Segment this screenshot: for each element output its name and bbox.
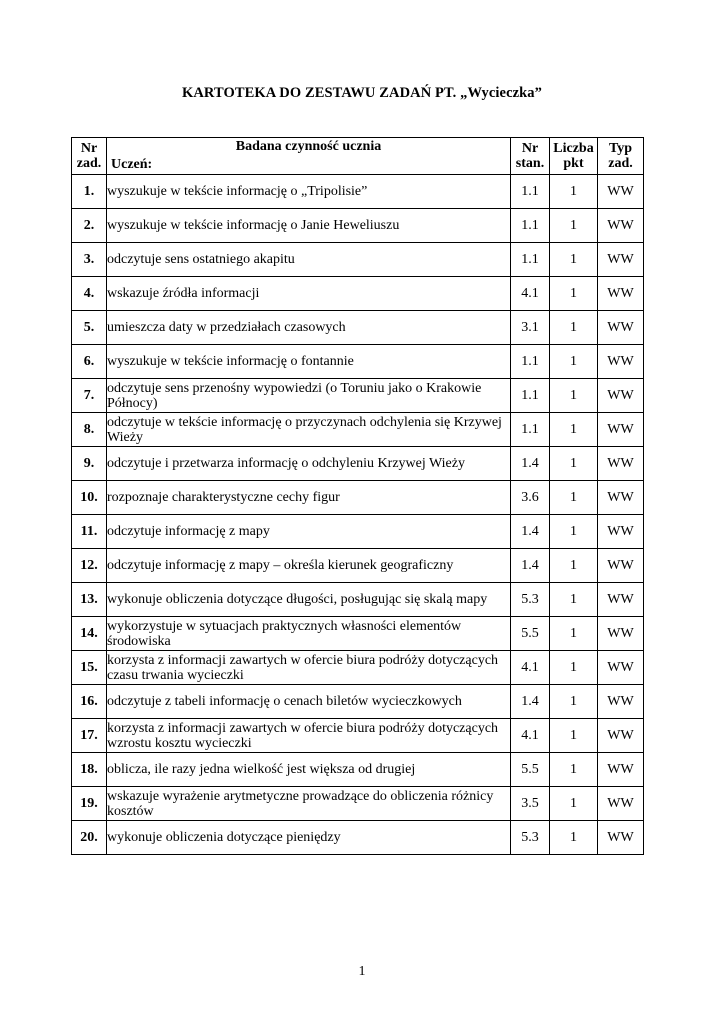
activity-cell: odczytuje z tabeli informację o cenach biletów wycieczkowych [107, 685, 511, 719]
activity-cell: wyszukuje w tekście informację o Janie Heweliuszu [107, 209, 511, 243]
points-cell: 1 [550, 209, 598, 243]
table-row [72, 583, 644, 617]
task-number-cell: 17. [72, 719, 107, 753]
task-type-cell: WW [598, 243, 644, 277]
task-type-cell: WW [598, 447, 644, 481]
task-type-cell: WW [598, 209, 644, 243]
points-cell: 1 [550, 175, 598, 209]
activity-cell: wykorzystuje w sytuacjach praktycznych własności elementów środowiska [107, 617, 511, 651]
activity-cell: wyszukuje w tekście informację o „Tripolisie” [107, 175, 511, 209]
task-type-cell: WW [598, 345, 644, 379]
activity-cell: korzysta z informacji zawartych w ofercie biura podróży dotyczących czasu trwania wycieczki [107, 651, 511, 685]
header-standard-number-line1: Nr [521, 141, 539, 156]
task-number-cell: 16. [72, 685, 107, 719]
activity-cell: korzysta z informacji zawartych w ofercie biura podróży dotyczących wzrostu kosztu wycieczki [107, 719, 511, 753]
standard-number-cell: 4.1 [511, 719, 550, 753]
activity-cell: umieszcza daty w przedziałach czasowych [107, 311, 511, 345]
table-row [72, 617, 644, 651]
points-cell: 1 [550, 719, 598, 753]
table-row [72, 447, 644, 481]
points-cell: 1 [550, 481, 598, 515]
task-number-cell: 6. [72, 345, 107, 379]
header-task-type-line1: Typ [608, 141, 633, 156]
task-number-cell: 4. [72, 277, 107, 311]
points-cell: 1 [550, 753, 598, 787]
table-row [72, 311, 644, 345]
task-number-cell: 14. [72, 617, 107, 651]
points-cell: 1 [550, 787, 598, 821]
standard-number-cell: 1.1 [511, 175, 550, 209]
activity-cell: oblicza, ile razy jedna wielkość jest większa od drugiej [107, 753, 511, 787]
task-number-cell: 20. [72, 821, 107, 855]
standard-number-cell: 1.4 [511, 685, 550, 719]
document-title: KARTOTEKA DO ZESTAWU ZADAŃ PT. „Wycieczka” [181, 85, 543, 101]
table-row [72, 413, 644, 447]
task-type-cell: WW [598, 651, 644, 685]
activity-cell: wykonuje obliczenia dotyczące pieniędzy [107, 821, 511, 855]
table-row [72, 481, 644, 515]
points-cell: 1 [550, 413, 598, 447]
task-number-cell: 5. [72, 311, 107, 345]
table-row [72, 243, 644, 277]
task-number-cell: 12. [72, 549, 107, 583]
activity-cell: odczytuje informację z mapy [107, 515, 511, 549]
points-cell: 1 [550, 311, 598, 345]
standard-number-cell: 1.4 [511, 447, 550, 481]
activity-cell: wyszukuje w tekście informację o fontannie [107, 345, 511, 379]
standard-number-cell: 1.1 [511, 243, 550, 277]
activity-cell: wskazuje źródła informacji [107, 277, 511, 311]
header-points-line2: pkt [563, 156, 584, 171]
task-number-cell: 3. [72, 243, 107, 277]
task-number-cell: 9. [72, 447, 107, 481]
task-number-cell: 2. [72, 209, 107, 243]
task-number-cell: 10. [72, 481, 107, 515]
table-header-row [72, 138, 644, 175]
points-cell: 1 [550, 651, 598, 685]
standard-number-cell: 3.1 [511, 311, 550, 345]
task-type-cell: WW [598, 583, 644, 617]
task-type-cell: WW [598, 481, 644, 515]
activity-cell: odczytuje w tekście informację o przyczynach odchylenia się Krzywej Wieży [107, 413, 511, 447]
header-points [550, 138, 598, 175]
activity-cell: wykonuje obliczenia dotyczące długości, posługując się skalą mapy [107, 583, 511, 617]
table-row [72, 787, 644, 821]
points-cell: 1 [550, 447, 598, 481]
table-row [72, 379, 644, 413]
standard-number-cell: 1.1 [511, 209, 550, 243]
standard-number-cell: 1.1 [511, 345, 550, 379]
points-cell: 1 [550, 583, 598, 617]
header-activity-subtitle: Uczeń: [111, 157, 153, 172]
points-cell: 1 [550, 549, 598, 583]
table-row [72, 821, 644, 855]
task-type-cell: WW [598, 311, 644, 345]
standard-number-cell: 1.4 [511, 515, 550, 549]
task-type-cell: WW [598, 753, 644, 787]
standard-number-cell: 5.5 [511, 753, 550, 787]
task-type-cell: WW [598, 821, 644, 855]
task-type-cell: WW [598, 685, 644, 719]
task-number-cell: 13. [72, 583, 107, 617]
table-row [72, 753, 644, 787]
task-table [71, 137, 644, 855]
table-row [72, 549, 644, 583]
table-row [72, 515, 644, 549]
header-activity [107, 138, 511, 175]
page-number: 1 [358, 964, 366, 979]
standard-number-cell: 5.3 [511, 583, 550, 617]
table-row [72, 175, 644, 209]
task-number-cell: 11. [72, 515, 107, 549]
standard-number-cell: 1.4 [511, 549, 550, 583]
activity-cell: rozpoznaje charakterystyczne cechy figur [107, 481, 511, 515]
task-type-cell: WW [598, 413, 644, 447]
activity-cell: wskazuje wyrażenie arytmetyczne prowadzące do obliczenia różnicy kosztów [107, 787, 511, 821]
header-task-number-line2: zad. [76, 156, 102, 171]
table-row [72, 719, 644, 753]
standard-number-cell: 1.1 [511, 379, 550, 413]
table-row [72, 345, 644, 379]
table-row [72, 209, 644, 243]
task-number-cell: 1. [72, 175, 107, 209]
points-cell: 1 [550, 617, 598, 651]
task-number-cell: 19. [72, 787, 107, 821]
task-type-cell: WW [598, 617, 644, 651]
activity-cell: odczytuje sens przenośny wypowiedzi (o Toruniu jako o Krakowie Północy) [107, 379, 511, 413]
header-points-line1: Liczba [553, 141, 594, 156]
header-standard-number [511, 138, 550, 175]
task-type-cell: WW [598, 379, 644, 413]
task-number-cell: 7. [72, 379, 107, 413]
standard-number-cell: 3.5 [511, 787, 550, 821]
header-task-number-line1: Nr [80, 141, 98, 156]
task-type-cell: WW [598, 787, 644, 821]
task-type-cell: WW [598, 175, 644, 209]
header-standard-number-line2: stan. [515, 156, 545, 171]
points-cell: 1 [550, 821, 598, 855]
header-task-type-line2: zad. [608, 156, 633, 171]
standard-number-cell: 3.6 [511, 481, 550, 515]
header-task-number [72, 138, 107, 175]
activity-cell: odczytuje informację z mapy – określa kierunek geograficzny [107, 549, 511, 583]
points-cell: 1 [550, 379, 598, 413]
activity-cell: odczytuje i przetwarza informację o odchyleniu Krzywej Wieży [107, 447, 511, 481]
task-type-cell: WW [598, 719, 644, 753]
table-row [72, 277, 644, 311]
standard-number-cell: 4.1 [511, 277, 550, 311]
task-number-cell: 18. [72, 753, 107, 787]
points-cell: 1 [550, 345, 598, 379]
table-row [72, 685, 644, 719]
standard-number-cell: 4.1 [511, 651, 550, 685]
points-cell: 1 [550, 685, 598, 719]
header-activity-title: Badana czynność ucznia [235, 139, 382, 154]
task-type-cell: WW [598, 515, 644, 549]
standard-number-cell: 1.1 [511, 413, 550, 447]
table-body [72, 175, 644, 855]
table-row [72, 651, 644, 685]
activity-cell: odczytuje sens ostatniego akapitu [107, 243, 511, 277]
header-task-type [598, 138, 644, 175]
task-number-cell: 8. [72, 413, 107, 447]
task-number-cell: 15. [72, 651, 107, 685]
task-type-cell: WW [598, 277, 644, 311]
points-cell: 1 [550, 515, 598, 549]
points-cell: 1 [550, 243, 598, 277]
standard-number-cell: 5.5 [511, 617, 550, 651]
points-cell: 1 [550, 277, 598, 311]
task-type-cell: WW [598, 549, 644, 583]
standard-number-cell: 5.3 [511, 821, 550, 855]
